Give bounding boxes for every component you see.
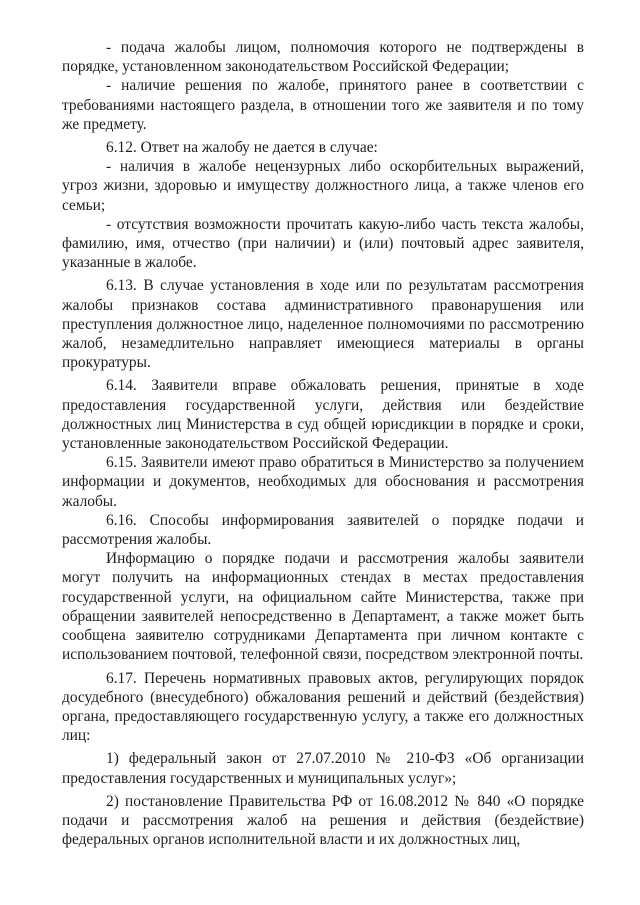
paragraph-obscene-expressions: - наличия в жалобе нецензурных либо оскорбительных выражений, угроз жизни, здоровью и имуществу должностного лица, а также членов его семьи; [62, 158, 584, 214]
paragraph-unreadable-text: - отсутствия возможности прочитать какую-либо часть текста жалобы, фамилию, имя, отчество (при наличии) и (или) почтовый адрес заявителя, указанные в жалобе. [62, 215, 584, 272]
paragraph-6-12: 6.12. Ответ на жалобу не дается в случае: [106, 139, 378, 157]
paragraph-6-13: 6.13. В случае установления в ходе или по результатам рассмотрения жалобы признаков состава административного правонарушения или преступления должностное лицо, наделенное полномочиями по рассмотрению жалоб, незамедлительно направляет имеющиеся материалы в органы прокуратуры. [62, 277, 584, 372]
paragraph-6-14: 6.14. Заявители вправе обжаловать решения, принятые в ходе предоставления государственной услуги, действия или бездействие должностных лиц Министерства в суд общей юрисдикции в порядке и сроки, установленные законодательством Российской Федерации. [62, 377, 584, 453]
paragraph-ground-unconfirmed-authority: - подача жалобы лицом, полномочия которого не подтверждены в порядке, установленном законодательством Российской Федерации; [62, 39, 584, 76]
paragraph-6-17: 6.17. Перечень нормативных правовых актов, регулирующих порядок досудебного (внесудебного) обжалования решений и действий (бездействия) органа, предоставляющего государственную услугу, а также его должностных лиц: [62, 669, 584, 745]
paragraph-law-210-fz: 1) федеральный закон от 27.07.2010 № 210-ФЗ «Об организации предоставления государственных и муниципальных услуг»; [62, 750, 584, 787]
paragraph-6-16: 6.16. Способы информирования заявителей о порядке подачи и рассмотрения жалобы. [62, 511, 584, 549]
paragraph-information-channels: Информацию о порядке подачи и рассмотрения жалобы заявители могут получить на информационных стендах в местах предоставления государственной услуги, на официальном сайте Министерства, также при обращении заявителей непосредственно в Департамент, а также может быть сообщена заявителю сотрудниками Департамента при личном контакте с использованием почтовой, телефонной связи, посредством электронной почты. [62, 550, 584, 664]
paragraph-resolution-840: 2) постановление Правительства РФ от 16.08.2012 № 840 «О порядке подачи и рассмотрения жалоб на решения и действия (бездействие) федеральных органов исполнительной власти и их должностных лиц, [62, 792, 584, 849]
paragraph-6-15: 6.15. Заявители имеют право обратиться в Министерство за получением информации и документов, необходимых для обоснования и рассмотрения жалобы. [62, 454, 584, 510]
paragraph-ground-prior-decision: - наличие решения по жалобе, принятого ранее в соответствии с требованиями настоящего раздела, в отношении того же заявителя и по тому же предмету. [62, 77, 584, 133]
